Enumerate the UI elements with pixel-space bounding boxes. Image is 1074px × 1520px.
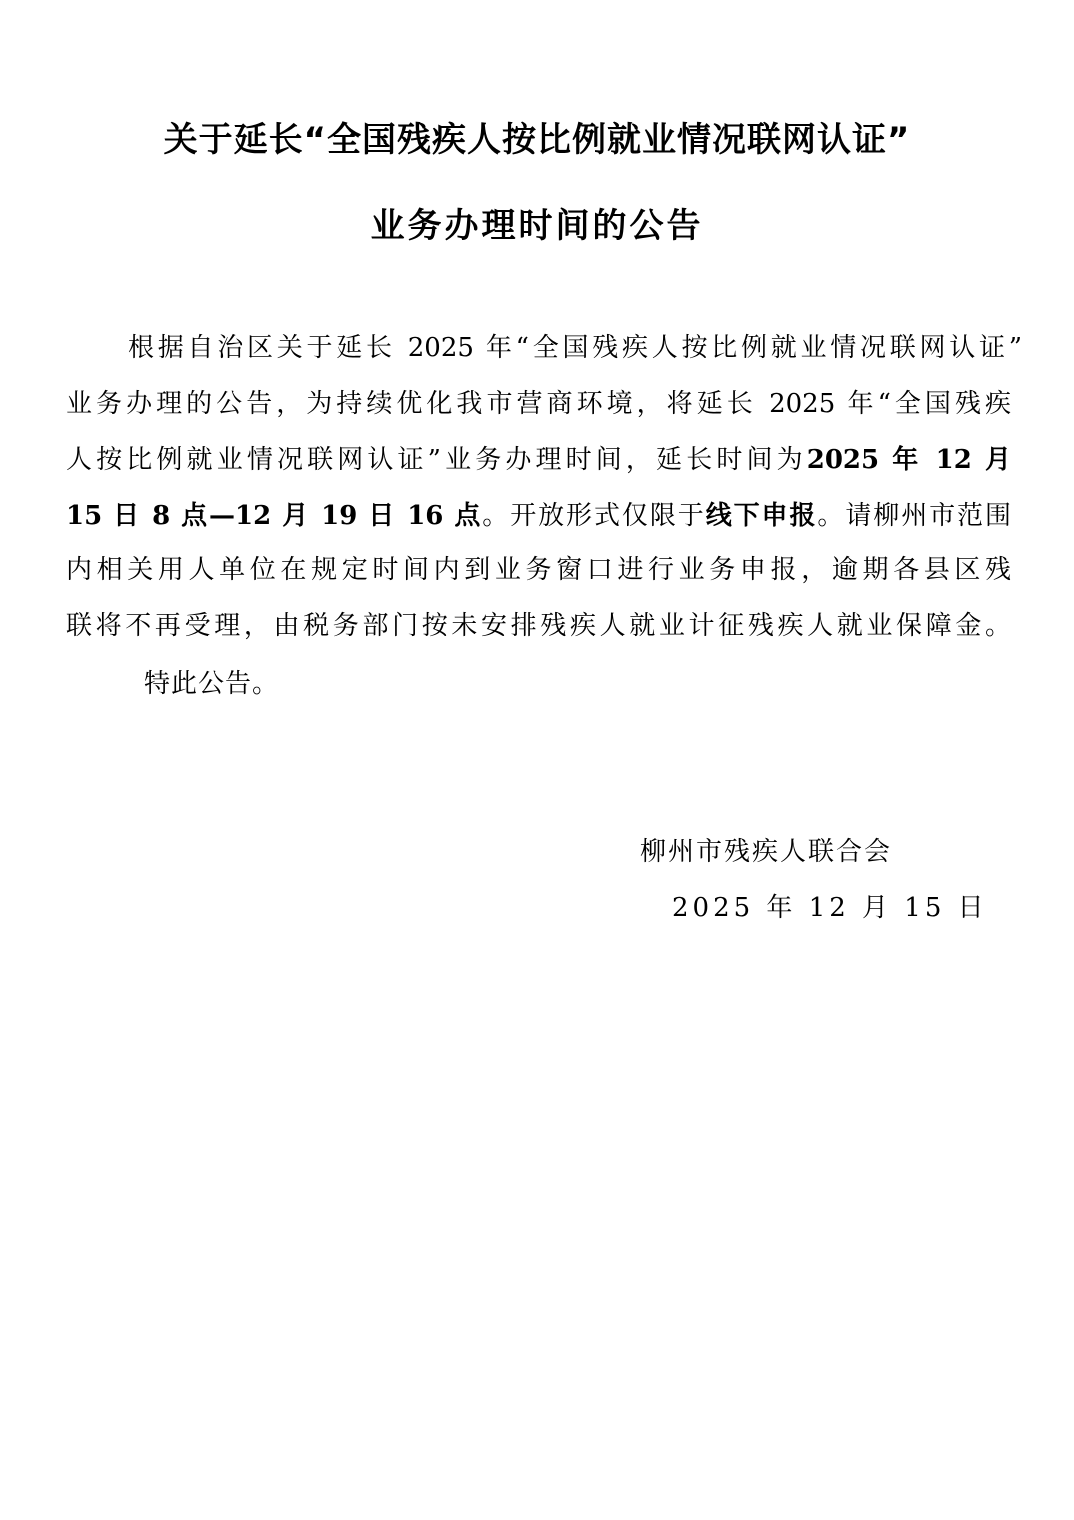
body-text-line-3 <box>66 440 1011 480</box>
announcement-title-line-2: 业务办理时间的公告 <box>370 206 704 246</box>
closing-statement: 特此公告。 <box>144 669 280 699</box>
signature-organization: 柳州市残疾人联合会 <box>640 837 893 867</box>
body-text-line-2: 业务办理的公告，为持续优化我市营商环境，将延长 2025 年“全国残疾 <box>66 389 1011 419</box>
signature-date: 2025 年 12 月 15 日 <box>672 893 988 923</box>
body-text-line-5: 内相关用人单位在规定时间内到业务窗口进行业务申报，逾期各县区残 <box>66 555 1011 585</box>
offline-application-label: 线下申报 <box>705 501 818 531</box>
body-text-segment: 。开放形式仅限于 <box>482 501 706 531</box>
body-text-line-1: 根据自治区关于延长 2025 年“全国残疾人按比例就业情况联网认证” <box>128 333 1022 363</box>
body-text-line-6: 联将不再受理，由税务部门按未安排残疾人就业计征残疾人就业保障金。 <box>66 611 1011 641</box>
extension-period: 15 日 8 点—12 月 19 日 16 点 <box>66 501 483 531</box>
body-text-segment: 。请柳州市范围 <box>817 501 1011 531</box>
body-text-segment: 人按比例就业情况联网认证”业务办理时间，延长时间为 <box>66 445 807 475</box>
body-text-line-4 <box>66 496 1011 536</box>
extension-start-date: 2025 年 12 月 <box>806 445 1012 475</box>
announcement-title-line-1: 关于延长“全国残疾人按比例就业情况联网认证” <box>163 120 911 160</box>
